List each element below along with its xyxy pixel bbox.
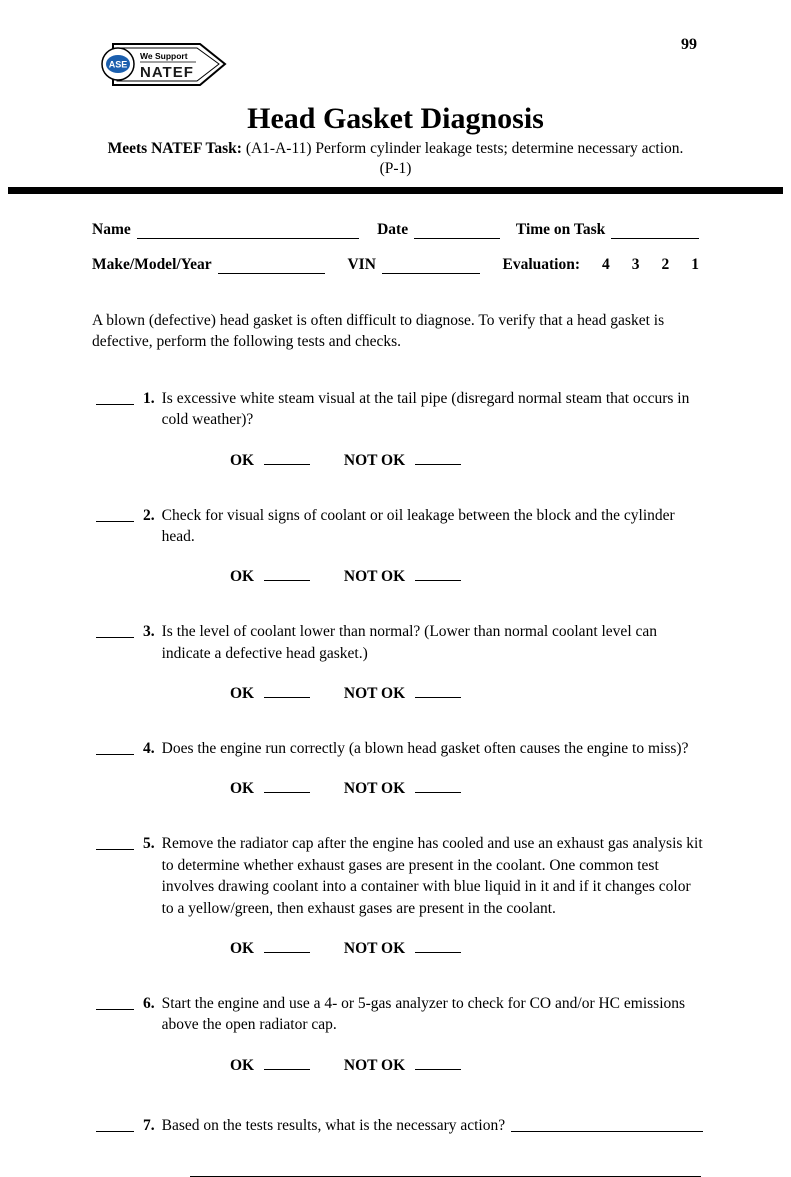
ok-label: OK — [230, 780, 255, 798]
date-label: Date — [377, 221, 409, 238]
item-7-number: 7. — [143, 1116, 155, 1134]
item-6-ok-row — [0, 1054, 791, 1075]
vehicle-row — [0, 256, 791, 274]
item-2-not-ok-blank — [415, 565, 461, 581]
name-row — [0, 221, 791, 239]
item-5-not-ok-blank — [415, 937, 461, 953]
checklist-item-6 — [0, 993, 791, 1036]
item-7-check-blank — [96, 1115, 134, 1132]
date-blank — [414, 223, 500, 239]
evaluation-value-4: 4 — [602, 256, 610, 273]
page-header — [0, 0, 791, 92]
intro-paragraph: A blown (defective) head gasket is often difficult to diagnose. To verify that a head gasket is defective, perform the following tests and checks. — [92, 312, 665, 351]
item-3-number: 3. — [143, 623, 155, 641]
name-blank — [137, 223, 359, 239]
item-5-text: Remove the radiator cap after the engine has cooled and use an exhaust gas analysis kit to determine whether exhaust gases are present in the coolant. One common test involves drawing coolant into a container with blue liquid in it and if it changes color to a yellow/green, then exhaust gases are present in the coolant. — [161, 835, 703, 917]
ok-label: OK — [230, 685, 255, 702]
ok-label: OK — [230, 451, 255, 469]
item-5-check-blank — [96, 833, 134, 850]
not-ok-label: NOT OK — [343, 568, 406, 586]
item-3-text: Is the level of coolant lower than normal? (Lower than normal coolant level can indicate a defective head gasket.) — [161, 623, 658, 662]
not-ok-label: NOT OK — [343, 451, 406, 469]
name-label: Name — [92, 221, 131, 238]
item-6-number: 6. — [143, 994, 155, 1012]
item-5-ok-blank — [264, 937, 310, 953]
item-3-ok-blank — [264, 682, 310, 698]
item-2-text: Check for visual signs of coolant or oil leakage between the block and the cylinder head. — [161, 506, 675, 545]
item-4-not-ok-blank — [415, 777, 461, 793]
item-6-ok-blank — [264, 1054, 310, 1070]
item-4-ok-blank — [264, 777, 310, 793]
item-2-ok-row — [0, 565, 791, 586]
item-4-number: 4. — [143, 740, 155, 757]
make-model-year-label: Make/Model/Year — [92, 256, 212, 273]
item-1-check-blank — [96, 388, 134, 405]
checklist-item-1 — [0, 388, 791, 431]
item-5-number: 5. — [143, 835, 155, 853]
ok-label: OK — [230, 568, 255, 586]
logo-we-support-text: We Support — [140, 51, 188, 61]
item-3-ok-row — [0, 682, 791, 703]
ok-label: OK — [230, 1056, 255, 1074]
evaluation-value-1: 1 — [691, 256, 699, 273]
item-2-ok-blank — [264, 565, 310, 581]
item-7-answer-line-2 — [190, 1160, 701, 1177]
vin-label: VIN — [347, 256, 376, 273]
not-ok-label: NOT OK — [343, 780, 406, 798]
time-on-task-label: Time on Task — [515, 221, 606, 238]
item-4-check-blank — [96, 738, 134, 755]
item-6-text: Start the engine and use a 4- or 5-gas analyzer to check for CO and/or HC emissions above the open radiator cap. — [161, 994, 686, 1034]
natef-task-label: Meets NATEF Task: — [107, 140, 242, 157]
not-ok-label: NOT OK — [343, 685, 406, 702]
ase-logo-text: ASE — [108, 59, 128, 70]
vin-blank — [382, 258, 481, 274]
item-6-check-blank — [96, 993, 134, 1010]
page-title: Head Gasket Diagnosis — [247, 102, 544, 135]
natef-task-text: (A1-A-11) Perform cylinder leakage tests; determine necessary action. — [245, 140, 684, 157]
checklist-item-3 — [0, 621, 791, 664]
item-5-ok-row — [0, 937, 791, 958]
checklist-item-5 — [0, 833, 791, 919]
evaluation-label: Evaluation: — [502, 256, 580, 273]
checklist-item-4 — [0, 738, 791, 759]
item-1-not-ok-blank — [415, 449, 461, 465]
evaluation-value-3: 3 — [631, 256, 640, 273]
time-on-task-blank — [611, 223, 699, 239]
item-1-ok-blank — [264, 449, 310, 465]
item-1-number: 1. — [143, 389, 155, 407]
item-1-ok-row — [0, 449, 791, 470]
item-3-check-blank — [96, 621, 134, 638]
natef-logo-icon — [96, 36, 228, 92]
make-model-year-blank — [218, 258, 326, 274]
item-4-text: Does the engine run correctly (a blown head gasket often causes the engine to miss)? — [161, 740, 689, 757]
divider-rule — [8, 187, 783, 194]
item-2-number: 2. — [143, 506, 155, 524]
checklist-item-2 — [0, 505, 791, 548]
item-6-not-ok-blank — [415, 1054, 461, 1070]
not-ok-label: NOT OK — [343, 939, 406, 957]
checklist-item-7 — [0, 1115, 791, 1136]
not-ok-label: NOT OK — [343, 1056, 406, 1074]
item-3-not-ok-blank — [415, 682, 461, 698]
natef-task-priority: (P-1) — [379, 160, 412, 177]
item-2-check-blank — [96, 505, 134, 522]
item-7-text: Based on the tests results, what is the necessary action? — [161, 1116, 506, 1134]
evaluation-value-2: 2 — [661, 256, 670, 273]
item-7-answer-blank — [511, 1115, 703, 1132]
page-number: 99 — [681, 36, 697, 53]
natef-task-line — [0, 140, 791, 158]
logo-natef-text: NATEF — [140, 64, 194, 81]
item-4-ok-row — [0, 777, 791, 798]
ok-label: OK — [230, 939, 255, 957]
natef-logo — [96, 36, 228, 92]
item-1-text: Is excessive white steam visual at the tail pipe (disregard normal steam that occurs in cold weather)? — [161, 389, 690, 429]
